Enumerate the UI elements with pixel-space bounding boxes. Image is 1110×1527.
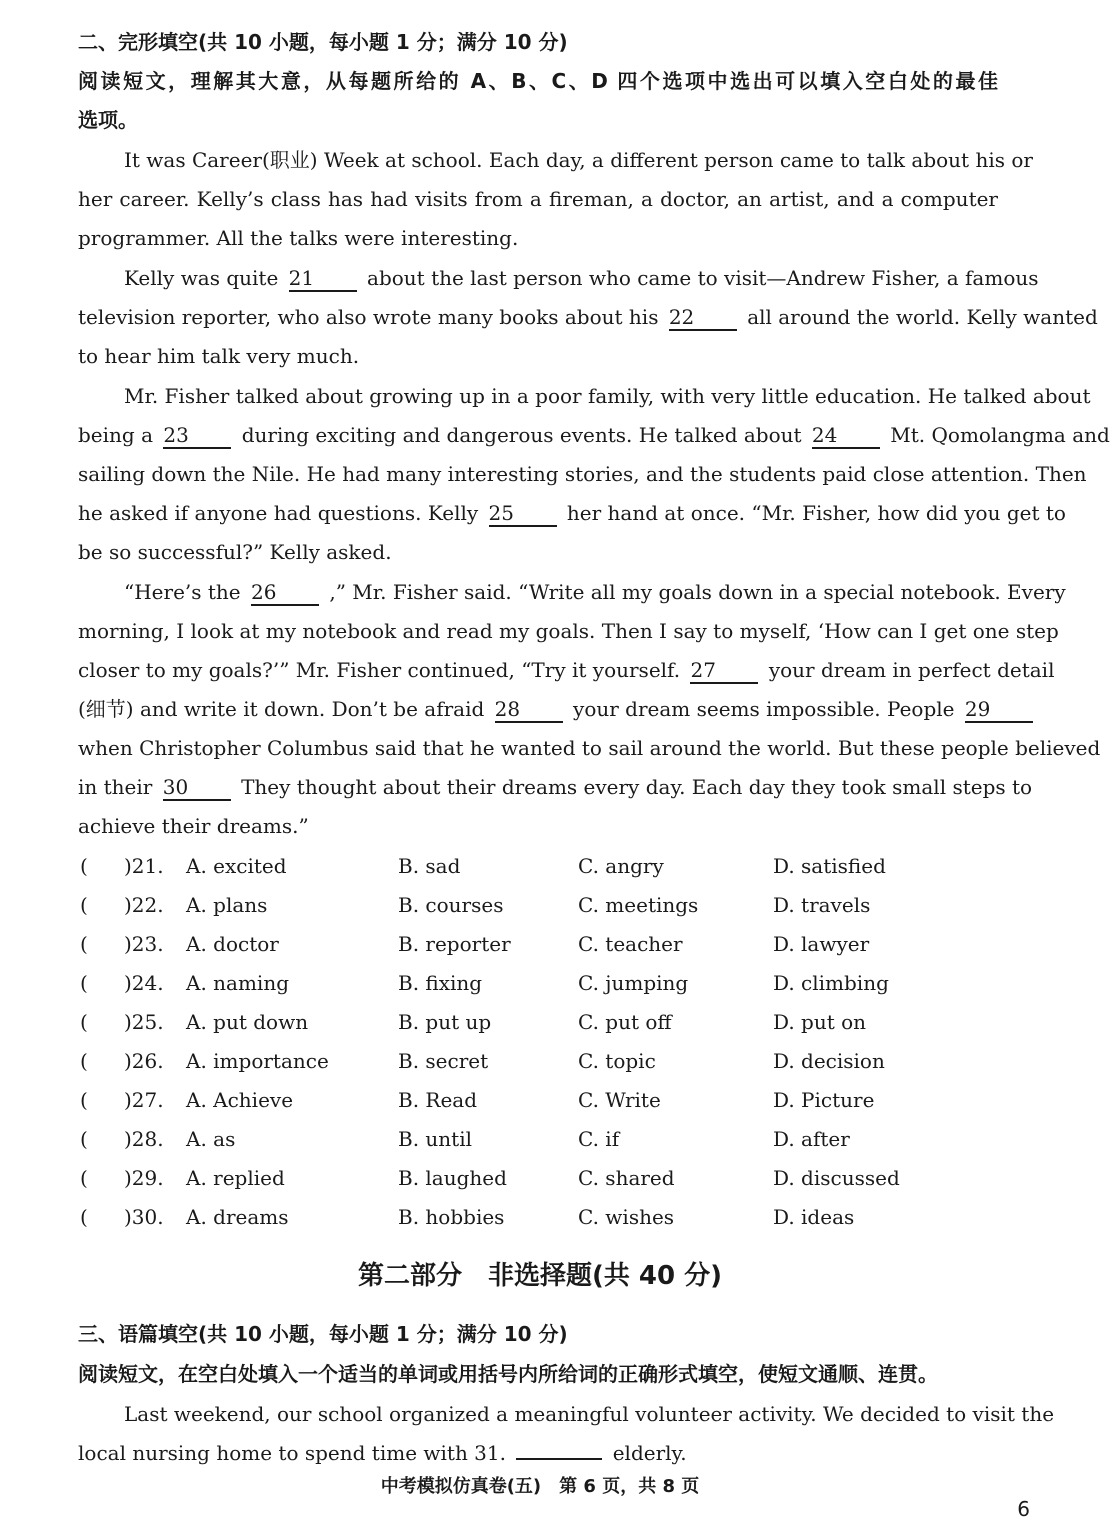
option-c: C. jumping [578, 971, 689, 995]
text-segment: during exciting and dangerous events. He talked about [241, 423, 802, 447]
option-a: A. plans [186, 893, 268, 917]
text-segment: (细节) and write it down. Don’t be afraid [78, 697, 485, 721]
question-number: )26. [124, 1049, 164, 1073]
text-segment: Mt. Qomolangma and [890, 423, 1110, 447]
answer-paren[interactable]: ( [80, 1049, 88, 1073]
option-b: B. fixing [398, 971, 483, 995]
text-segment: elderly. [612, 1441, 687, 1465]
blank-25: 25 [489, 501, 557, 527]
option-c: C. if [578, 1127, 620, 1151]
option-d: D. put on [773, 1010, 867, 1034]
text-segment: he asked if anyone had questions. Kelly [78, 501, 479, 525]
question-number: )25. [124, 1010, 164, 1034]
section-instructions: 阅读短文，在空白处填入一个适当的单词或用括号内所给词的正确形式填空，使短文通顺、连贯。 [78, 1362, 938, 1386]
blank-30: 30 [163, 775, 231, 801]
instructions-line-2: 选项。 [78, 108, 138, 132]
option-b: B. put up [398, 1010, 492, 1034]
option-d: D. discussed [773, 1166, 900, 1190]
text-segment: your dream seems impossible. People [573, 697, 955, 721]
option-a: A. doctor [186, 932, 279, 956]
option-d: D. satisfied [773, 854, 886, 878]
answer-paren[interactable]: ( [80, 1010, 88, 1034]
question-number: )27. [124, 1088, 164, 1112]
option-a: A. replied [186, 1166, 285, 1190]
option-c: C. wishes [578, 1205, 675, 1229]
instructions-line-1: 阅读短文，理解其大意，从每题所给的 A、B、C、D 四个选项中选出可以填入空白处的最佳 [78, 69, 998, 93]
option-d: D. ideas [773, 1205, 855, 1229]
text-segment: your dream in perfect detail [768, 658, 1055, 682]
blank-21: 21 [289, 266, 357, 292]
passage-p4-line-3 [78, 656, 1055, 684]
option-d: D. Picture [773, 1088, 875, 1112]
passage-p4-line-6 [78, 773, 1033, 801]
option-d: D. after [773, 1127, 850, 1151]
question-number: )24. [124, 971, 164, 995]
passage-p1-line-3: programmer. All the talks were interesting. [78, 226, 519, 250]
passage-p4-line-7: achieve their dreams.” [78, 814, 309, 838]
question-number: )29. [124, 1166, 164, 1190]
option-b: B. laughed [398, 1166, 507, 1190]
passage-p3-line-2 [78, 421, 1110, 449]
section-title-cloze: 二、完形填空(共 10 小题，每小题 1 分；满分 10 分) [78, 30, 568, 54]
passage-p3-line-3: sailing down the Nile. He had many interesting stories, and the students paid close attention. Then [78, 462, 1087, 486]
option-b: B. sad [398, 854, 461, 878]
option-c: C. teacher [578, 932, 683, 956]
blank-27: 27 [690, 658, 758, 684]
passage-p2-line-1 [124, 264, 1039, 292]
option-d: D. lawyer [773, 932, 870, 956]
question-number: )30. [124, 1205, 164, 1229]
passage-p4-line-1 [124, 578, 1066, 606]
text-segment: local nursing home to spend time with 31. [78, 1441, 506, 1465]
passage2-line-1: Last weekend, our school organized a meaningful volunteer activity. We decided to visit the [124, 1402, 1055, 1426]
option-a: A. as [186, 1127, 236, 1151]
option-c: C. meetings [578, 893, 699, 917]
answer-paren[interactable]: ( [80, 1166, 88, 1190]
passage-p3-line-4 [78, 499, 1066, 527]
text-segment: closer to my goals?’” Mr. Fisher continued, “Try it yourself. [78, 658, 681, 682]
question-number: )23. [124, 932, 164, 956]
option-b: B. courses [398, 893, 504, 917]
blank-29: 29 [965, 697, 1033, 723]
answer-paren[interactable]: ( [80, 932, 88, 956]
option-d: D. climbing [773, 971, 889, 995]
page-number: 6 [1017, 1497, 1030, 1521]
text-segment: all around the world. Kelly wanted [747, 305, 1098, 329]
option-b: B. until [398, 1127, 473, 1151]
option-b: B. secret [398, 1049, 489, 1073]
option-c: C. Write [578, 1088, 661, 1112]
answer-paren[interactable]: ( [80, 1127, 88, 1151]
text-segment: Kelly was quite [124, 266, 279, 290]
passage-p1-line-1: It was Career(职业) Week at school. Each day, a different person came to talk about his or [124, 148, 1033, 172]
option-c: C. angry [578, 854, 664, 878]
question-number: )22. [124, 893, 164, 917]
blank-23: 23 [163, 423, 231, 449]
passage-p3-line-1: Mr. Fisher talked about growing up in a poor family, with very little education. He talked about [124, 384, 1091, 408]
option-d: D. travels [773, 893, 871, 917]
section-title-text-completion: 三、语篇填空(共 10 小题，每小题 1 分；满分 10 分) [78, 1322, 568, 1346]
blank-22: 22 [669, 305, 737, 331]
text-segment: ,” Mr. Fisher said. “Write all my goals down in a special notebook. Every [329, 580, 1066, 604]
question-number: )21. [124, 854, 164, 878]
passage2-line-2 [78, 1439, 998, 1467]
option-a: A. importance [186, 1049, 329, 1073]
option-b: B. hobbies [398, 1205, 505, 1229]
answer-paren[interactable]: ( [80, 971, 88, 995]
blank-31[interactable] [516, 1458, 602, 1460]
option-d: D. decision [773, 1049, 885, 1073]
text-segment: “Here’s the [124, 580, 241, 604]
text-segment: about the last person who came to visit—Andrew Fisher, a famous [367, 266, 1039, 290]
option-a: A. put down [186, 1010, 309, 1034]
answer-paren[interactable]: ( [80, 854, 88, 878]
passage-p4-line-4 [78, 695, 998, 723]
passage-p1-line-2: her career. Kelly’s class has had visits from a fireman, a doctor, an artist, and a computer [78, 187, 998, 211]
text-segment: her hand at once. “Mr. Fisher, how did you get to [566, 501, 1066, 525]
option-a: A. Achieve [186, 1088, 294, 1112]
text-segment: in their [78, 775, 153, 799]
text-segment: television reporter, who also wrote many books about his [78, 305, 659, 329]
text-segment: They thought about their dreams every day. Each day they took small steps to [241, 775, 1033, 799]
page-footer: 中考模拟仿真卷(五) 第 6 页，共 8 页 [380, 1476, 700, 1497]
option-b: B. reporter [398, 932, 511, 956]
passage-p4-line-2: morning, I look at my notebook and read my goals. Then I say to myself, ‘How can I get one step [78, 619, 1059, 643]
option-c: C. put off [578, 1010, 672, 1034]
option-c: C. topic [578, 1049, 656, 1073]
option-b: B. Read [398, 1088, 478, 1112]
answer-paren[interactable]: ( [80, 1205, 88, 1229]
option-a: A. excited [186, 854, 287, 878]
passage-p2-line-2 [78, 303, 1098, 331]
question-number: )28. [124, 1127, 164, 1151]
answer-paren[interactable]: ( [80, 893, 88, 917]
blank-26: 26 [251, 580, 319, 606]
option-a: A. dreams [186, 1205, 289, 1229]
part-two-heading: 第二部分 非选择题(共 40 分) [357, 1261, 723, 1291]
passage-p3-line-5: be so successful?” Kelly asked. [78, 540, 392, 564]
answer-paren[interactable]: ( [80, 1088, 88, 1112]
blank-24: 24 [812, 423, 880, 449]
blank-28: 28 [495, 697, 563, 723]
option-a: A. naming [186, 971, 290, 995]
option-c: C. shared [578, 1166, 675, 1190]
passage-p4-line-5: when Christopher Columbus said that he wanted to sail around the world. But these people believed [78, 736, 1101, 760]
passage-p2-line-3: to hear him talk very much. [78, 344, 360, 368]
text-segment: being a [78, 423, 153, 447]
